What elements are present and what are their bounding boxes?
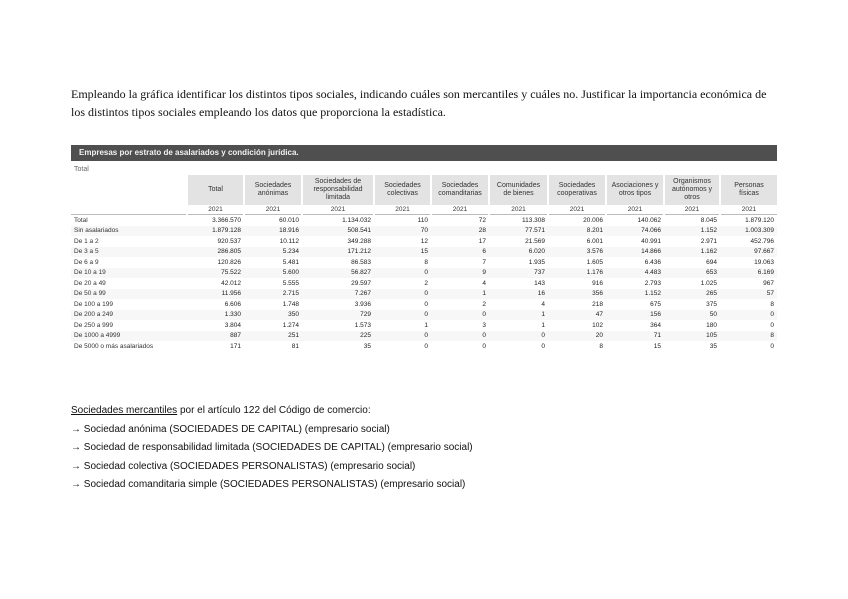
year-header: 2021 (606, 205, 664, 215)
table-cell: 3.804 (224, 321, 241, 329)
table-cell: 0 (374, 310, 431, 321)
table-cell: 0 (541, 342, 545, 350)
table-cell: 1.879.128 (187, 226, 244, 237)
column-header: Sociedades anónimas (244, 175, 302, 205)
table-cell: 57 (720, 289, 777, 300)
table-cell: 70 (374, 226, 431, 237)
table-cell: 29.597 (351, 279, 371, 287)
table-cell: 1.274 (282, 321, 299, 329)
row-label: De 10 a 19 (71, 268, 187, 279)
table-cell: 56.827 (302, 268, 374, 279)
table-cell: 140.062 (637, 216, 661, 224)
table-cell: 20.006 (583, 216, 603, 224)
table-cell: 350 (244, 310, 302, 321)
table-cell: 1 (489, 310, 548, 321)
table-row (71, 341, 777, 352)
table-cell: 1.748 (282, 300, 299, 308)
table-cell: 0 (482, 342, 486, 350)
column-header: Comunidades de bienes (489, 175, 548, 205)
table-cell: 694 (706, 258, 717, 266)
year-header: 2021 (431, 205, 489, 215)
table-cell: 5.555 (282, 279, 299, 287)
table-cell: 653 (664, 268, 720, 279)
column-header: Sociedades comanditarias (431, 175, 489, 205)
header-blank-cell (71, 175, 187, 205)
table-cell: 143 (534, 279, 545, 287)
table-row (71, 310, 777, 321)
table-cell: 1.134.032 (342, 216, 371, 224)
table-cell: 1.573 (354, 321, 371, 329)
table-cell: 35 (709, 342, 717, 350)
table-cell: 71 (606, 331, 664, 342)
table-cell: 8 (599, 342, 603, 350)
table-title: Empresas por estrato de asalariados y condición jurídica. (71, 145, 777, 161)
table-row (71, 278, 777, 289)
year-blank-cell (71, 205, 187, 215)
table-cell: 35 (363, 342, 371, 350)
table-cell: 81 (291, 342, 299, 350)
table-cell: 218 (592, 300, 603, 308)
table-cell: 2.971 (700, 237, 717, 245)
table-cell: 171.212 (302, 247, 374, 258)
table-cell: 4 (541, 300, 545, 308)
table-cell: 286.805 (187, 247, 244, 258)
table-cell: 8 (720, 331, 777, 342)
table-cell: 1.935 (528, 258, 545, 266)
table-cell: 1.152 (664, 226, 720, 237)
row-label: De 3 a 5 (71, 247, 187, 258)
row-label: De 250 a 999 (74, 321, 114, 329)
table-cell: 11.956 (187, 289, 244, 300)
statistics-table-figure (71, 145, 777, 375)
column-header: Sociedades colectivas (374, 175, 431, 205)
table-row (71, 268, 777, 279)
table-cell: 21.569 (525, 237, 545, 245)
companies-table (71, 175, 777, 352)
table-cell: 3.366.570 (212, 216, 241, 224)
table-cell: 0 (720, 310, 777, 321)
table-cell: 5.600 (244, 268, 302, 279)
table-unit-label: Total (74, 166, 89, 173)
table-row (71, 247, 777, 258)
table-cell: 50 (664, 310, 720, 321)
table-cell: 0 (489, 331, 548, 342)
table-cell: 105 (664, 331, 720, 342)
table-cell: 251 (244, 331, 302, 342)
table-cell: 0 (424, 300, 428, 308)
row-label: De 100 a 199 (74, 300, 114, 308)
table-cell: 0 (431, 331, 489, 342)
year-header: 2021 (664, 205, 720, 215)
year-header: 2021 (489, 205, 548, 215)
table-cell: 2.715 (244, 289, 302, 300)
table-cell: 8.045 (700, 216, 717, 224)
table-cell: 2 (482, 300, 486, 308)
table-cell: 1.152 (606, 289, 664, 300)
table-cell: 18.916 (244, 226, 302, 237)
row-label: De 50 a 99 (71, 289, 187, 300)
table-cell: 1.176 (548, 268, 606, 279)
table-cell: 113.308 (521, 216, 545, 224)
intro-paragraph: Empleando la gráfica identificar los distintos tipos sociales, indicando cuáles son mercantiles y cuáles no. Justificar la importancia económica de los distintos tipos sociales empleando los datos que proporciona la estadística. (71, 87, 767, 119)
table-cell: 10.112 (279, 237, 299, 245)
list-item: → Sociedad de responsabilidad limitada (SOCIEDADES DE CAPITAL) (empresario social) (71, 442, 473, 453)
table-cell: 0 (431, 310, 489, 321)
year-header: 2021 (720, 205, 777, 215)
table-cell: 15 (374, 247, 431, 258)
table-cell: 967 (763, 279, 774, 287)
table-cell: 0 (374, 268, 431, 279)
table-cell: 171 (230, 342, 241, 350)
table-cell: 364 (650, 321, 661, 329)
table-cell: 20 (548, 331, 606, 342)
table-cell: 0 (424, 342, 428, 350)
table-cell: 5.481 (282, 258, 299, 266)
table-cell: 508.541 (302, 226, 374, 237)
table-cell: 1.330 (187, 310, 244, 321)
table-cell: 72 (478, 216, 486, 224)
table-row (71, 299, 777, 310)
table-cell: 916 (592, 279, 603, 287)
table-cell: 2 (424, 279, 428, 287)
row-label: De 200 a 249 (71, 310, 187, 321)
table-cell: 16 (489, 289, 548, 300)
table-cell: 12 (420, 237, 428, 245)
table-cell: 8 (770, 300, 774, 308)
table-cell: 6.606 (224, 300, 241, 308)
table-cell: 7 (482, 258, 486, 266)
row-label: Total (74, 216, 88, 224)
table-cell: 7.267 (302, 289, 374, 300)
table-cell: 356 (548, 289, 606, 300)
table-cell: 15 (653, 342, 661, 350)
mercantile-companies-section (71, 402, 771, 495)
row-label: De 1 a 2 (74, 237, 99, 245)
table-cell: 60.010 (279, 216, 299, 224)
column-header: Personas físicas (720, 175, 777, 205)
table-cell: 75.522 (187, 268, 244, 279)
row-label: Sin asalariados (71, 226, 187, 237)
table-row (71, 331, 777, 342)
table-cell: 225 (302, 331, 374, 342)
table-cell: 97.667 (720, 247, 777, 258)
table-cell: 675 (650, 300, 661, 308)
year-header: 2021 (244, 205, 302, 215)
table-cell: 6 (431, 247, 489, 258)
heading-rest: por el artículo 122 del Código de comercio: (177, 405, 371, 416)
table-cell: 3.936 (354, 300, 371, 308)
list-item: → Sociedad anónima (SOCIEDADES DE CAPITAL) (empresario social) (71, 423, 390, 435)
table-cell: 47 (548, 310, 606, 321)
table-cell: 5.234 (244, 247, 302, 258)
table-cell: 14.866 (606, 247, 664, 258)
table-cell: 265 (664, 289, 720, 300)
table-cell: 887 (187, 331, 244, 342)
table-cell: 42.012 (221, 279, 241, 287)
table-cell: 8.201 (548, 226, 606, 237)
table-cell: 3 (482, 321, 486, 329)
table-cell: 6.020 (489, 247, 548, 258)
table-cell: 2.793 (644, 279, 661, 287)
table-row (71, 257, 777, 268)
table-cell: 0 (770, 321, 774, 329)
table-cell: 0 (374, 289, 431, 300)
row-label: De 20 a 49 (74, 279, 106, 287)
year-header: 2021 (302, 205, 374, 215)
row-label: De 1000 a 4999 (71, 331, 187, 342)
table-cell: 156 (606, 310, 664, 321)
table-cell: 0 (770, 342, 774, 350)
heading-underlined: Sociedades mercantiles (71, 405, 178, 416)
table-cell: 737 (489, 268, 548, 279)
table-cell: 1 (431, 289, 489, 300)
section-heading (71, 402, 771, 421)
year-header: 2021 (374, 205, 431, 215)
table-cell: 920.537 (217, 237, 241, 245)
list-item: → Sociedad comanditaria simple (SOCIEDADES PERSONALISTAS) (empresario social) (71, 479, 466, 490)
column-header: Asociaciones y otros tipos (606, 175, 664, 205)
table-cell: 17 (478, 237, 486, 245)
table-cell: 86.583 (351, 258, 371, 266)
table-row (71, 289, 777, 300)
table-cell: 1 (541, 321, 545, 329)
table-cell: 6.436 (644, 258, 661, 266)
table-cell: 375 (706, 300, 717, 308)
table-cell: 8 (424, 258, 428, 266)
table-cell: 6.169 (720, 268, 777, 279)
column-header: Organismos autónomos y otros (664, 175, 720, 205)
table-cell: 729 (302, 310, 374, 321)
table-cell: 19.063 (754, 258, 774, 266)
column-header: Total (187, 175, 244, 205)
column-header: Sociedades cooperativas (548, 175, 606, 205)
table-cell: 110 (417, 216, 428, 224)
table-cell: 120.826 (217, 258, 241, 266)
table-cell: 1.162 (664, 247, 720, 258)
table-cell: 1.605 (586, 258, 603, 266)
table-cell: 3.576 (548, 247, 606, 258)
table-cell: 4 (482, 279, 486, 287)
list-item: → Sociedad colectiva (SOCIEDADES PERSONALISTAS) (empresario social) (71, 460, 416, 472)
year-header: 2021 (548, 205, 606, 215)
table-cell: 28 (431, 226, 489, 237)
table-cell: 74.066 (606, 226, 664, 237)
table-cell: 349.288 (347, 237, 371, 245)
row-label: De 6 a 9 (74, 258, 99, 266)
year-header: 2021 (187, 205, 244, 215)
table-row (71, 215, 777, 226)
table-cell: 180 (706, 321, 717, 329)
table-cell: 102 (592, 321, 603, 329)
table-cell: 1.003.309 (720, 226, 777, 237)
table-cell: 0 (374, 331, 431, 342)
table-cell: 77.571 (489, 226, 548, 237)
table-cell: 40.991 (641, 237, 661, 245)
table-cell: 1 (424, 321, 428, 329)
row-label: De 5000 o más asalariados (74, 342, 154, 350)
table-row (71, 236, 777, 247)
table-cell: 6.001 (586, 237, 603, 245)
table-row (71, 226, 777, 237)
column-header: Sociedades de responsabilidad limitada (302, 175, 374, 205)
table-cell: 4.483 (606, 268, 664, 279)
table-cell: 9 (431, 268, 489, 279)
table-cell: 1.025 (700, 279, 717, 287)
table-cell: 1.879.120 (745, 216, 774, 224)
table-row (71, 320, 777, 331)
table-cell: 452.796 (750, 237, 774, 245)
